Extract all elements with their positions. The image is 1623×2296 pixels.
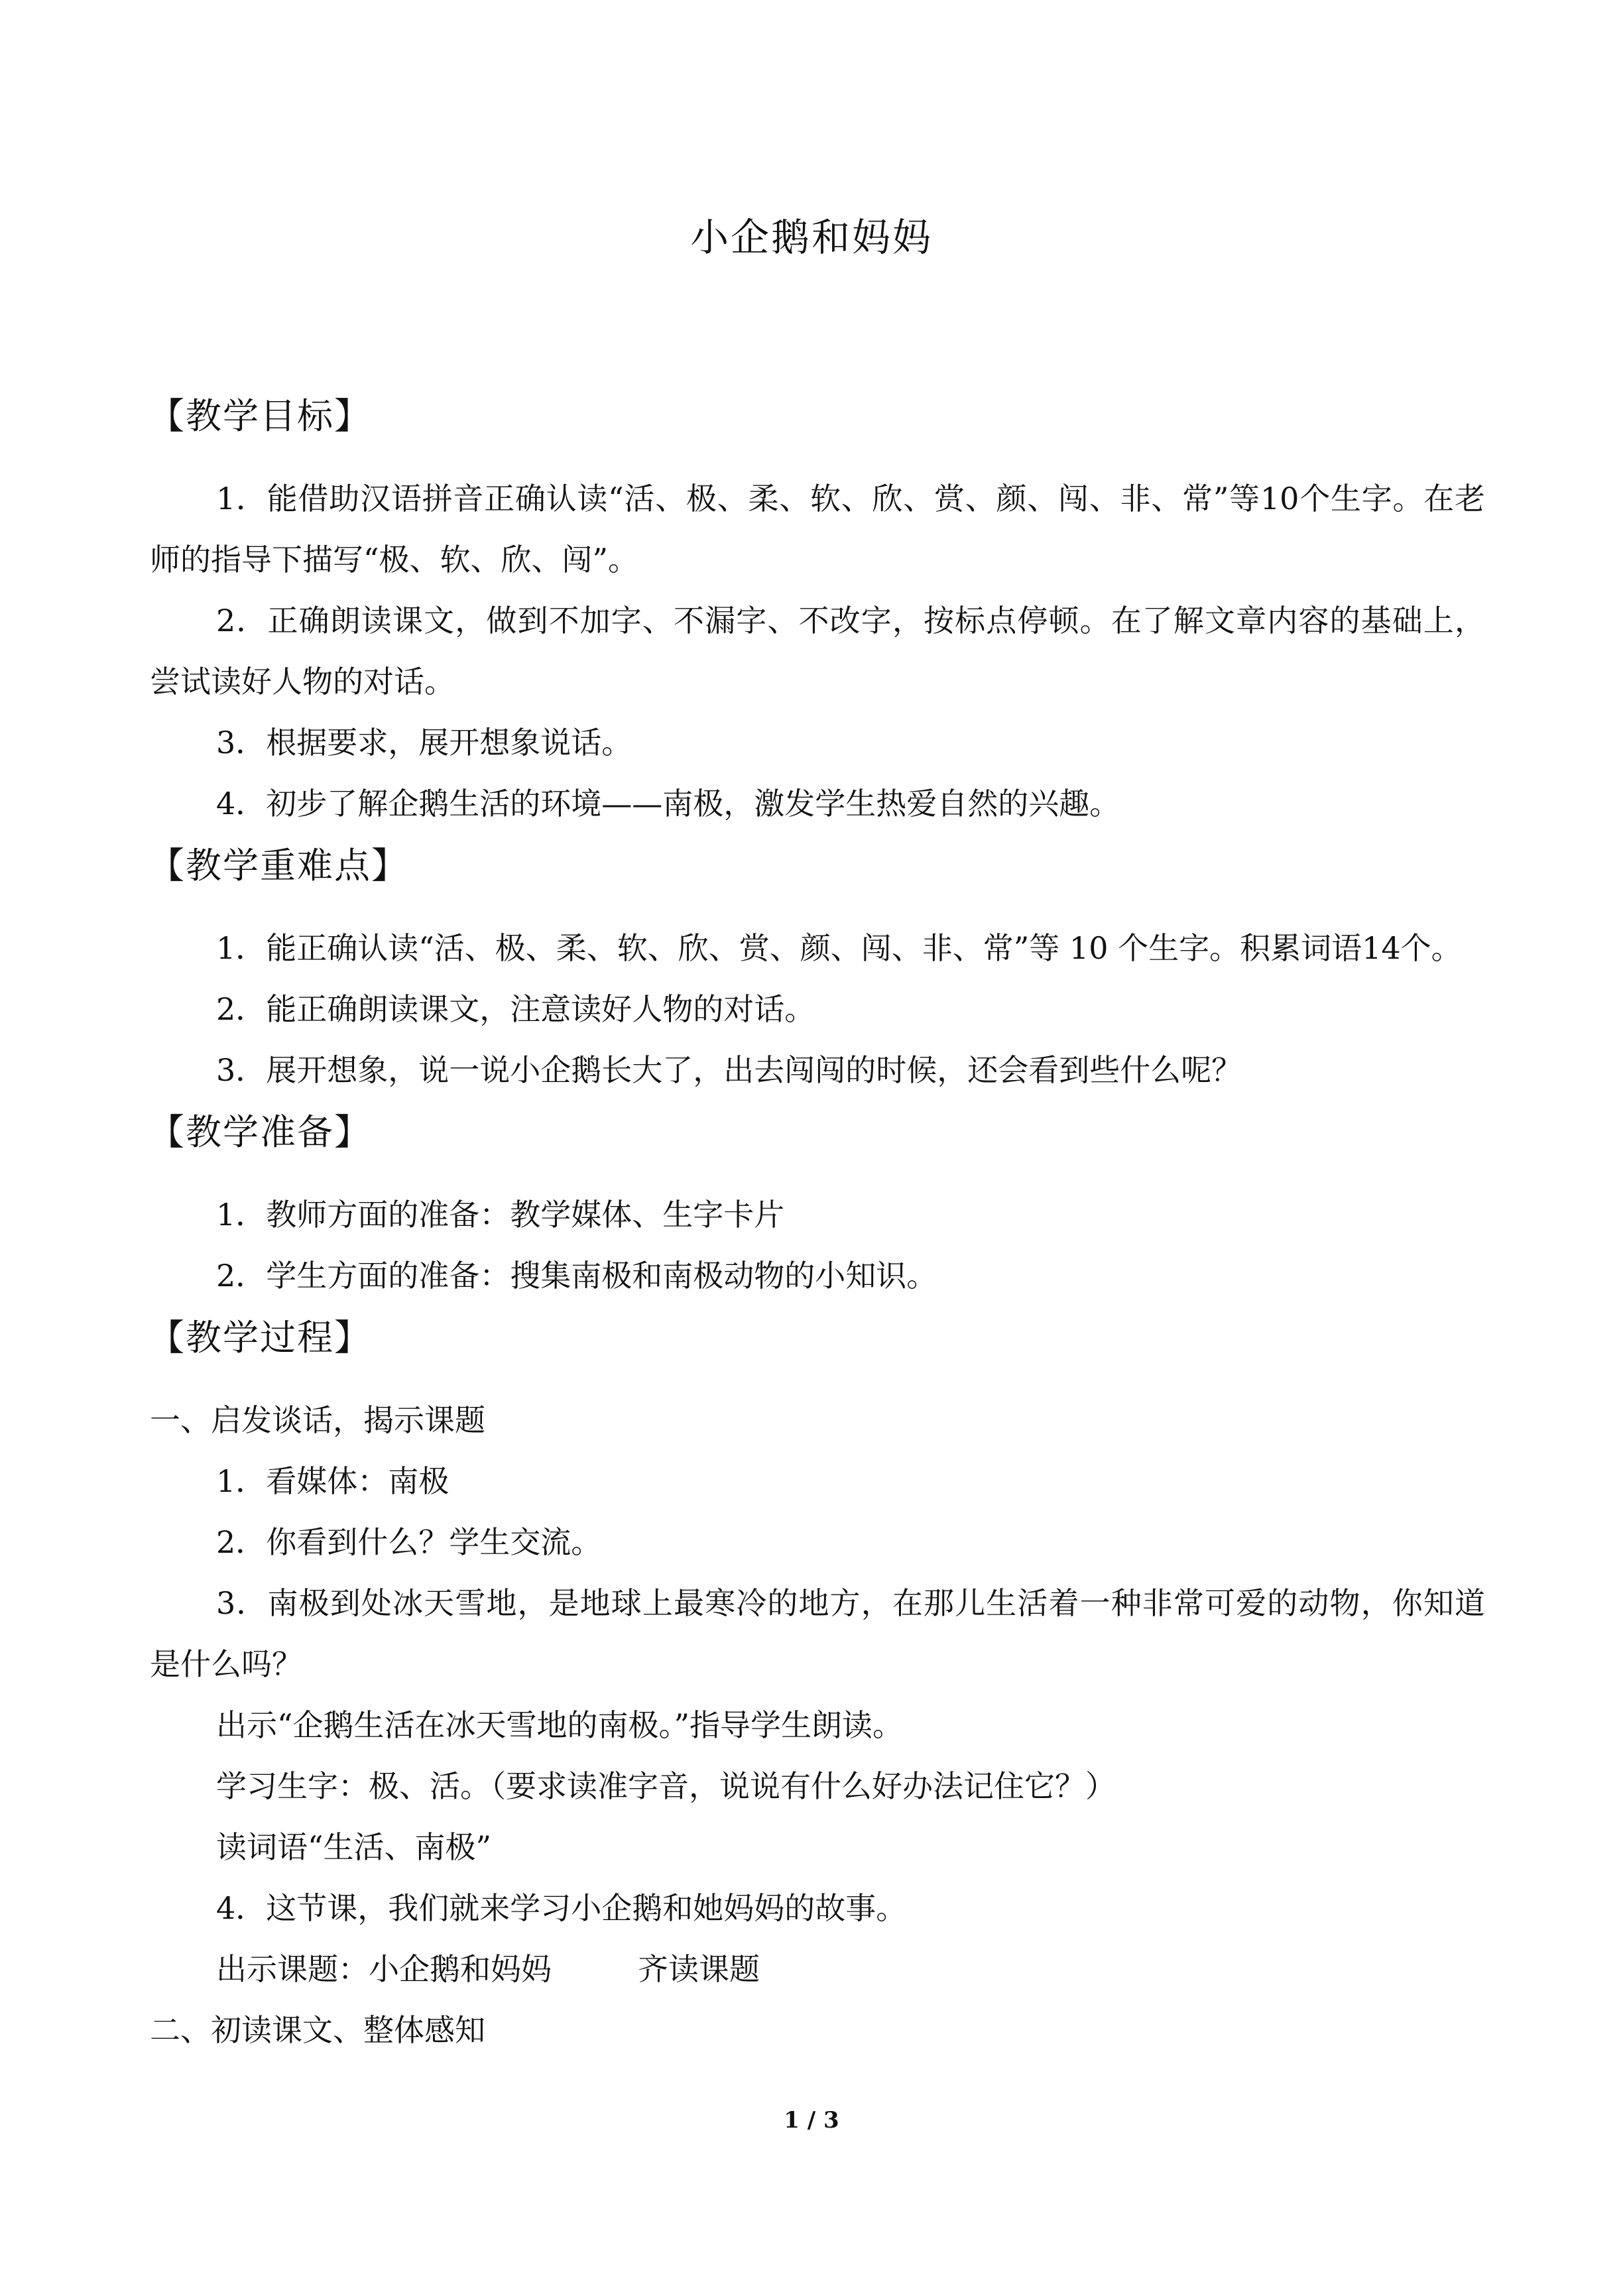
page-number: 1 / 3 — [784, 2107, 839, 2134]
goal-item-4: 4．初步了解企鹅生活的环境——南极，激发学生热爱自然的兴趣。 — [216, 786, 1120, 821]
key-point-item-1: 1．能正确认读“活、极、柔、软、欣、赏、颜、闯、非、常”等 10 个生字。积累词语14个。 — [216, 930, 1462, 966]
key-point-item-2: 2．能正确朗读课文，注意读好人物的对话。 — [216, 991, 815, 1027]
process-title-line-action: 齐读课题 — [638, 1951, 760, 1987]
process-item-7: 4．这节课，我们就来学习小企鹅和她妈妈的故事。 — [216, 1890, 907, 1926]
process-item-3: 3．南极到处冰天雪地，是地球上最寒冷的地方，在那儿生活着一种非常可爱的动物，你知道是什么吗？ — [150, 1585, 1485, 1682]
process-part1-title: 一、启发谈话，揭示课题 — [150, 1402, 485, 1438]
goal-item-2: 2．正确朗读课文，做到不加字、不漏字、不改字，按标点停顿。在了解文章内容的基础上，尝试读好人物的对话。 — [150, 603, 1485, 699]
process-item-4: 出示“企鹅生活在冰天雪地的南极。”指导学生朗读。 — [216, 1707, 904, 1743]
preparation-item-1: 1．教师方面的准备：教学媒体、生字卡片 — [216, 1197, 785, 1233]
process-item-1: 1．看媒体：南极 — [216, 1463, 450, 1499]
process-item-6: 读词语“生活、南极” — [216, 1829, 492, 1865]
section-heading-process: 【教学过程】 — [149, 1317, 371, 1359]
section-heading-goals: 【教学目标】 — [149, 395, 371, 437]
document-title: 小企鹅和妈妈 — [690, 215, 933, 260]
section-heading-key-points: 【教学重难点】 — [149, 845, 408, 886]
section-heading-preparation: 【教学准备】 — [149, 1111, 371, 1153]
preparation-item-2: 2．学生方面的准备：搜集南极和南极动物的小知识。 — [216, 1258, 937, 1294]
process-item-2: 2．你看到什么？学生交流。 — [216, 1524, 602, 1560]
process-item-5: 学习生字：极、活。（要求读准字音，说说有什么好办法记住它？） — [216, 1768, 1116, 1804]
key-point-item-3: 3．展开想象，说一说小企鹅长大了，出去闯闯的时候，还会看到些什么呢？ — [216, 1052, 1242, 1088]
document-body — [150, 385, 1485, 2061]
process-title-line — [150, 1939, 1485, 2000]
process-title-line-label: 出示课题：小企鹅和妈妈 — [216, 1951, 552, 1987]
goal-item-1: 1．能借助汉语拼音正确认读“活、极、柔、软、欣、赏、颜、闯、非、常”等10个生字。在老师的指导下描写“极、软、欣、闯”。 — [150, 481, 1485, 577]
process-part2-title: 二、初读课文、整体感知 — [150, 2012, 485, 2048]
goal-item-3: 3．根据要求，展开想象说话。 — [216, 725, 632, 760]
